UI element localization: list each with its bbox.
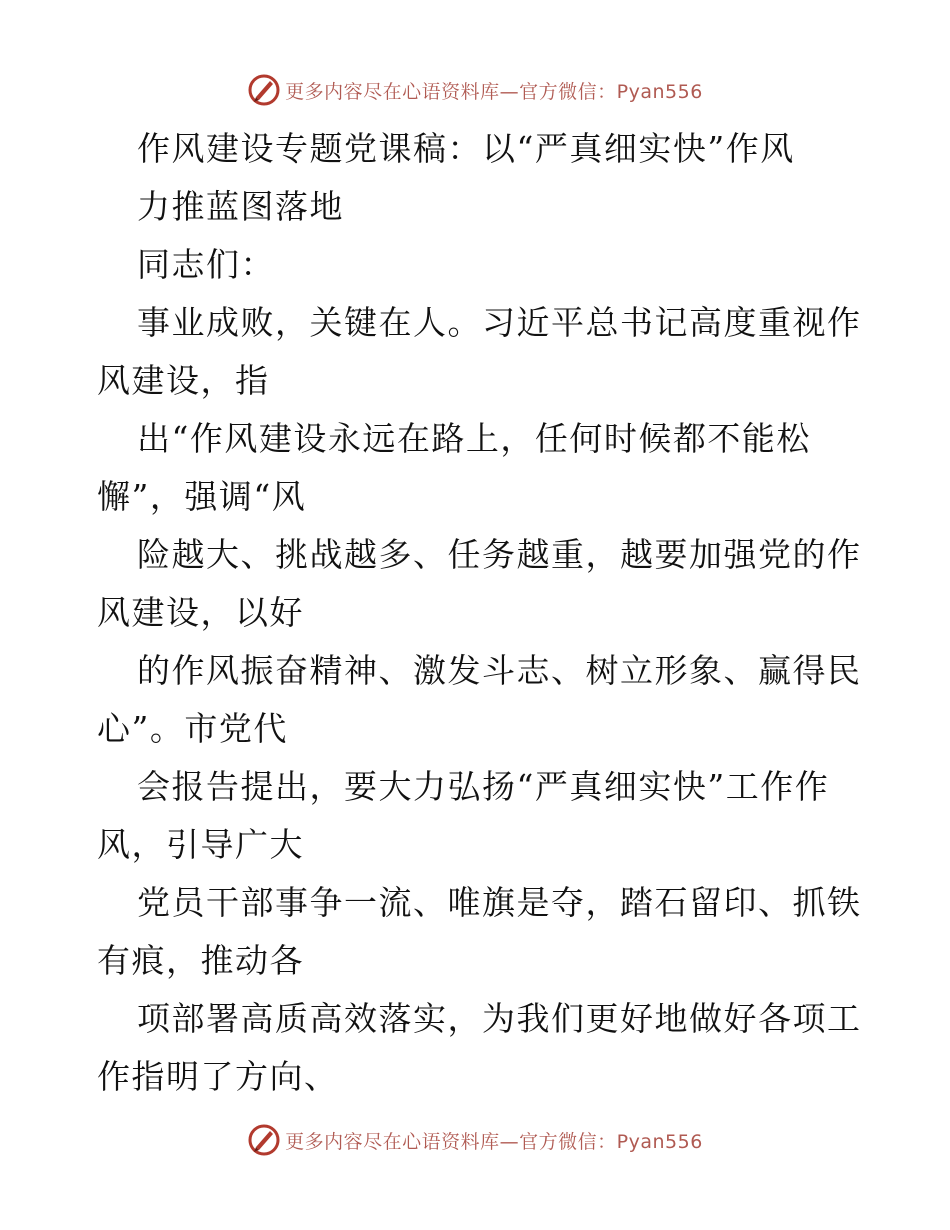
document-title-line-1: 作风建设专题党课稿：以“严真细实快”作风 xyxy=(137,129,795,168)
paragraph-line: 会报告提出，要大力弘扬“严真细实快”工作作 xyxy=(137,767,830,806)
header-watermark-text: 更多内容尽在心语资料库—官方微信：Pyan556 xyxy=(285,80,703,103)
paragraph-line: 懈”，强调“风 xyxy=(97,477,307,516)
quill-pen-logo-icon xyxy=(247,73,281,107)
quill-pen-logo-icon xyxy=(247,1123,281,1157)
paragraph-line: 心”。市党代 xyxy=(97,709,288,748)
footer-watermark-text: 更多内容尽在心语资料库—官方微信：Pyan556 xyxy=(285,1130,703,1153)
paragraph-line: 风建设，指 xyxy=(97,361,270,400)
paragraph-line: 作指明了方向、 xyxy=(97,1057,339,1096)
paragraph-line: 险越大、挑战越多、任务越重，越要加强党的作 xyxy=(137,535,862,574)
paragraph-line: 风建设，以好 xyxy=(97,593,304,632)
header-watermark-banner xyxy=(0,70,950,110)
paragraph-line: 出“作风建设永远在路上，任何时候都不能松 xyxy=(137,419,811,458)
document-title-line-2: 力推蓝图落地 xyxy=(137,187,344,226)
paragraph-line: 风，引导广大 xyxy=(97,825,304,864)
footer-watermark-banner xyxy=(0,1120,950,1160)
paragraph-line: 有痕，推动各 xyxy=(97,941,304,980)
document-body xyxy=(97,120,862,1106)
paragraph-line: 项部署高质高效落实，为我们更好地做好各项工 xyxy=(137,999,862,1038)
paragraph-line: 党员干部事争一流、唯旗是夺，踏石留印、抓铁 xyxy=(137,883,862,922)
salutation-line: 同志们： xyxy=(137,245,275,284)
paragraph-line: 事业成败，关键在人。习近平总书记高度重视作 xyxy=(137,303,862,342)
paragraph-line: 的作风振奋精神、激发斗志、树立形象、赢得民 xyxy=(137,651,862,690)
